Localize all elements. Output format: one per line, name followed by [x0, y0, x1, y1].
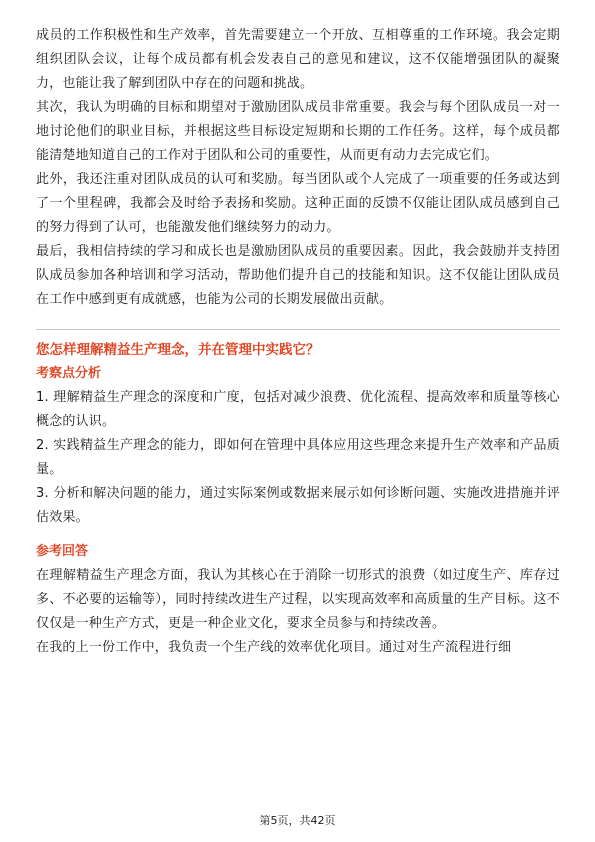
- body-paragraph-4: 最后，我相信持续的学习和成长也是激励团队成员的重要因素。因此，我会鼓励并支持团队成员参加各种培训和学习活动，帮助他们提升自己的技能和知识。这不仅能让团队成员在工作中感到更有成就感，也能为公司的长期发展做出贡献。: [36, 244, 560, 307]
- answer-heading: 参考回答: [36, 544, 89, 559]
- analysis-item-1: 1. 理解精益生产理念的深度和广度，包括对减少浪费、优化流程、提高效率和质量等核心概念的认识。: [36, 390, 560, 429]
- body-paragraph-2: 其次，我认为明确的目标和期望对于激励团队成员非常重要。我会与每个团队成员一对一地讨论他们的职业目标，并根据这些目标设定短期和长期的工作任务。这样，每个成员都能清楚地知道自己的工作对于团队和公司的重要性，从而更有动力去完成它们。: [36, 100, 560, 163]
- analysis-item-3: 3. 分析和解决问题的能力，通过实际案例或数据来展示如何诊断问题、实施改进措施并评估效果。: [36, 486, 560, 525]
- analysis-item-2: 2. 实践精益生产理念的能力，即如何在管理中具体应用这些理念来提升生产效率和产品质量。: [36, 438, 560, 477]
- answer-paragraph-2: 在我的上一份工作中，我负责一个生产线的效率优化项目。通过对生产流程进行细: [36, 640, 512, 655]
- question-title: 您怎样理解精益生产理念，并在管理中实践它？: [36, 342, 320, 358]
- body-paragraph-1: 成员的工作积极性和生产效率，首先需要建立一个开放、互相尊重的工作环境。我会定期组织团队会议，让每个成员都有机会发表自己的意见和建议，这不仅能增强团队的凝聚力，也能让我了解到团队中存在的问题和挑战。: [36, 28, 560, 91]
- page-number-footer: 第5页，共42页: [259, 814, 336, 827]
- page-content: [36, 24, 560, 660]
- answer-paragraph-1: 在理解精益生产理念方面，我认为其核心在于消除一切形式的浪费（如过度生产、库存过多、不必要的运输等），同时持续改进生产过程，以实现高效率和高质量的生产目标。这不仅仅是一种生产方式，更是一种企业文化，要求全员参与和持续改善。: [36, 568, 560, 631]
- analysis-heading: 考察点分析: [36, 366, 102, 381]
- section-divider: [36, 329, 560, 330]
- body-paragraph-3: 此外，我还注重对团队成员的认可和奖励。每当团队或个人完成了一项重要的任务或达到了一个里程碑，我都会及时给予表扬和奖励。这种正面的反馈不仅能让团队成员感到自己的努力得到了认可，也能激发他们继续努力的动力。: [36, 172, 560, 235]
